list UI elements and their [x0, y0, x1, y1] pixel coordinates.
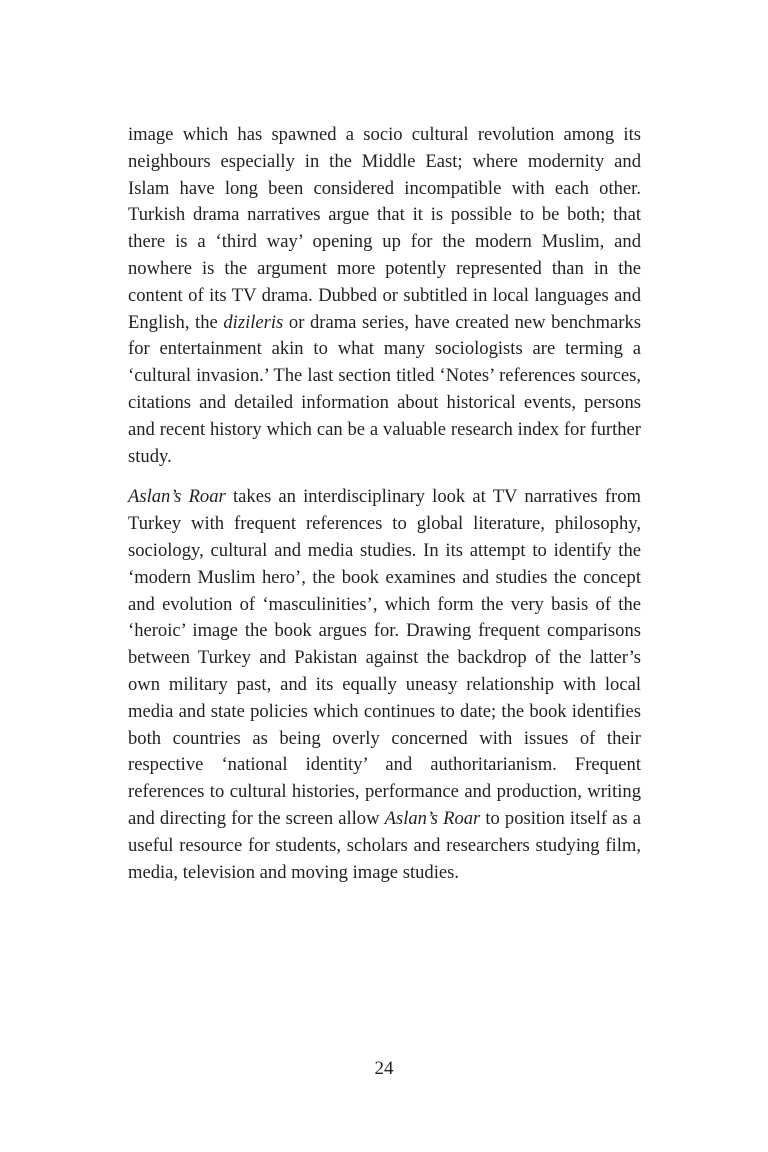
paragraph-1	[128, 122, 641, 470]
paragraph-text: takes an interdisciplinary look at TV narratives from Turkey with frequent references to global literature, philosophy, sociology, cultural and media studies. In its attempt to identify the ‘modern Muslim hero’, the book examines and studies the concept and evolution of ‘masculinities’, which form the very basis of the ‘heroic’ image the book argues for. Drawing frequent comparisons between Turkey and Pakistan against the backdrop of the latter’s own military past, and its equally uneasy relationship with local media and state policies which continues to date; the book identifies both countries as being overly concerned with issues of their respective ‘national identity’ and authoritarianism. Frequent references to cultural histories, performance and production, writing and directing for the screen allow	[128, 486, 641, 829]
paragraph-text: to position itself as a useful resource for students, scholars and researchers studying film, media, television and moving image studies.	[128, 807, 641, 883]
page-number: 24	[374, 1058, 394, 1079]
paragraph-text: or drama series, have created new benchmarks for entertainment akin to what many sociologists are terming a ‘cultural invasion.’ The last section titled ‘Notes’ references sources, citations and detailed information about historical events, persons and recent history which can be a valuable research index for further study.	[128, 311, 641, 467]
italic-book-title: Aslan’s Roar	[384, 807, 481, 829]
paragraph-text: image which has spawned a socio cultural revolution among its neighbours especially in the Middle East; where modernity and Islam have long been considered incompatible with each other. Turkish drama narratives argue that it is possible to be both; that there is a ‘third way’ opening up for the modern Muslim, and nowhere is the argument more potently represented than in the content of its TV drama. Dubbed or subtitled in local languages and English, the	[128, 124, 641, 333]
italic-term: dizileris	[223, 311, 284, 333]
italic-book-title: Aslan’s Roar	[128, 486, 226, 508]
body-text	[128, 122, 641, 900]
paragraph-2	[128, 484, 641, 886]
